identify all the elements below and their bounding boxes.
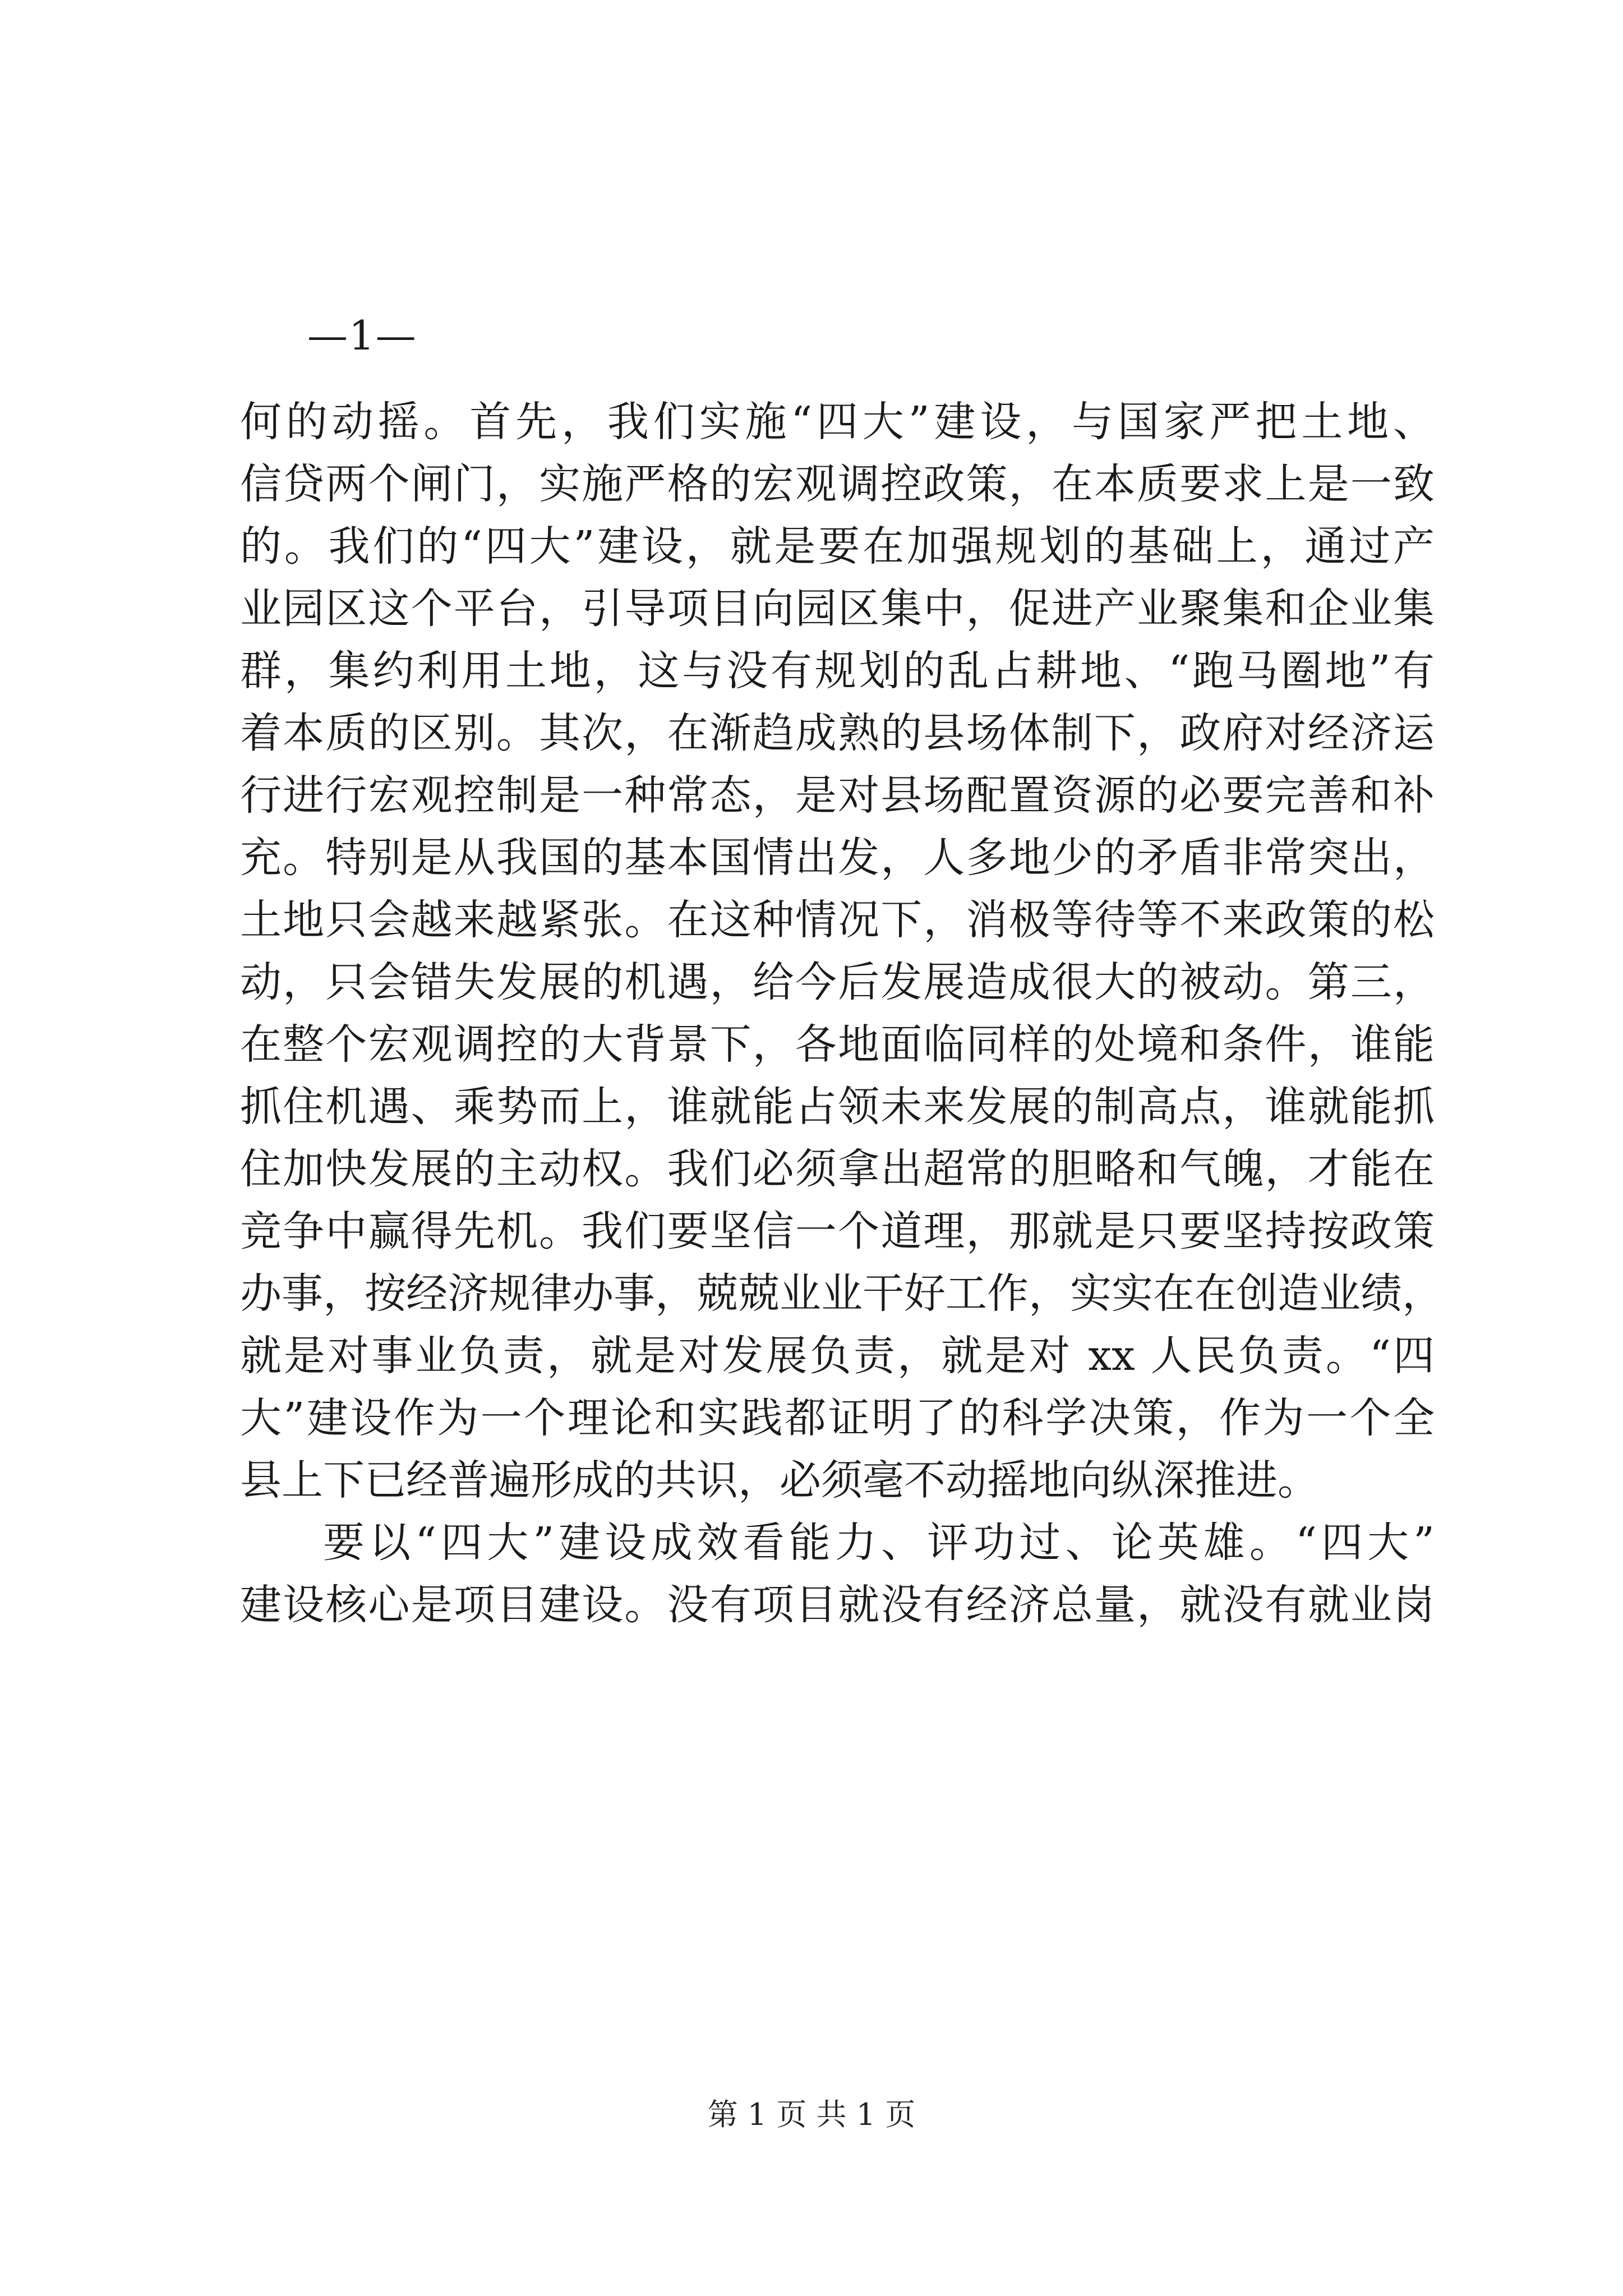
text-line: 业园区这个平台，引导项目向园区集中，促进产业聚集和企业集 — [240, 585, 1435, 633]
text-line: 大”建设作为一个理论和实践都证明了的科学决策，作为一个全 — [240, 1394, 1435, 1442]
text-line: 土地只会越来越紧张。在这种情况下，消极等待等不来政策的松 — [240, 896, 1435, 944]
text-line: 竞争中赢得先机。我们要坚信一个道理，那就是只要坚持按政策 — [240, 1207, 1435, 1255]
text-line: 办事，按经济规律办事，兢兢业业干好工作，实实在在创造业绩， — [240, 1269, 1444, 1318]
page-footer: 第 1 页 共 1 页 — [707, 2097, 916, 2132]
text-line: 信贷两个闸门，实施严格的宏观调控政策，在本质要求上是一致 — [240, 460, 1435, 508]
text-line: 充。特别是从我国的基本国情出发，人多地少的矛盾非常突出， — [240, 834, 1435, 882]
document-body — [240, 391, 1444, 1636]
text-line: 住加快发展的主动权。我们必须拿出超常的胆略和气魄，才能在 — [240, 1145, 1435, 1193]
page-number-marker: —1— — [307, 312, 417, 359]
text-line: 动，只会错失发展的机遇，给今后发展造成很大的被动。第三， — [240, 958, 1435, 1006]
text-line: 的。我们的“四大”建设，就是要在加强规划的基础上，通过产 — [240, 522, 1435, 570]
text-line: 何的动摇。首先，我们实施“四大”建设，与国家严把土地、 — [240, 398, 1435, 446]
text-line: 县上下已经普遍形成的共识，必须毫不动摇地向纵深推进。 — [240, 1456, 1319, 1504]
text-line: 抓住机遇、乘势而上，谁就能占领未来发展的制高点，谁就能抓 — [240, 1083, 1435, 1131]
text-line: 就是对事业负责，就是对发展负责，就是对 xx 人民负责。“四 — [240, 1332, 1435, 1380]
text-line: 在整个宏观调控的大背景下，各地面临同样的处境和条件，谁能 — [240, 1020, 1435, 1069]
text-line: 着本质的区别。其次，在渐趋成熟的县场体制下，政府对经济运 — [240, 709, 1435, 757]
text-line: 行进行宏观控制是一种常态，是对县场配置资源的必要完善和补 — [240, 771, 1435, 820]
text-line: 群，集约利用土地，这与没有规划的乱占耕地、“跑马圈地”有 — [240, 647, 1435, 695]
text-line: 建设核心是项目建设。没有项目就没有经济总量，就没有就业岗 — [240, 1581, 1435, 1629]
text-line: 要以“四大”建设成效看能力、评功过、论英雄。“四大” — [323, 1519, 1435, 1567]
